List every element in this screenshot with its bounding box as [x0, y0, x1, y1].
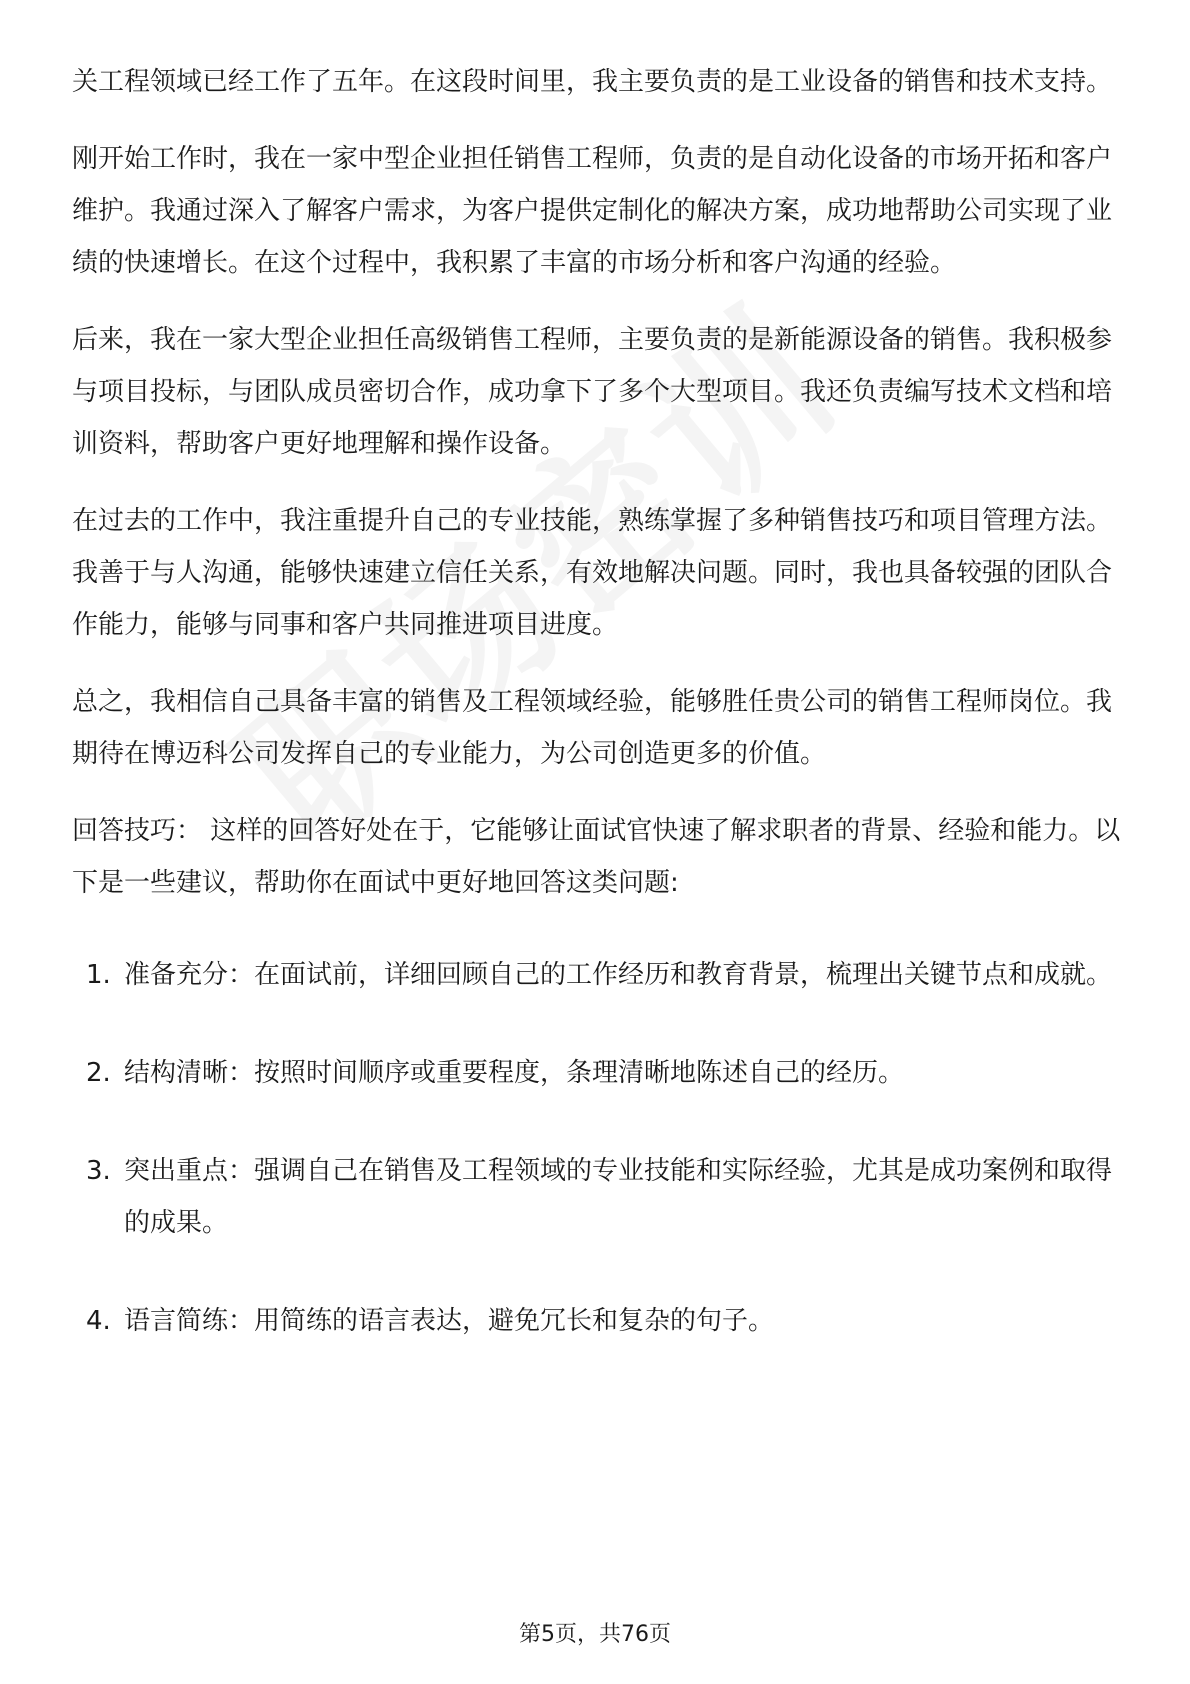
- document-body: [72, 56, 1124, 1393]
- list-item-number: 4.: [86, 1306, 111, 1336]
- list-item-text: 突出重点：强调自己在销售及工程领域的专业技能和实际经验，尤其是成功案例和取得的成果。: [124, 1156, 1113, 1238]
- list-item: [72, 949, 1124, 1001]
- paragraph-skills: 在过去的工作中，我注重提升自己的专业技能，熟练掌握了多种销售技巧和项目管理方法。我善于与人沟通，能够快速建立信任关系，有效地解决问题。同时，我也具备较强的团队合作能力，能够与同事和客户共同推进项目进度。: [72, 506, 1113, 640]
- page-footer: 第5页，共76页: [519, 1622, 671, 1647]
- paragraph-intro: 关工程领域已经工作了五年。在这段时间里，我主要负责的是工业设备的销售和技术支持。: [72, 67, 1113, 97]
- list-item: [72, 1295, 1124, 1347]
- list-item-text: 结构清晰：按照时间顺序或重要程度，条理清晰地陈述自己的经历。: [124, 1058, 905, 1088]
- list-item-number: 2.: [86, 1058, 111, 1088]
- paragraph-second-job: 后来，我在一家大型企业担任高级销售工程师，主要负责的是新能源设备的销售。我积极参与项目投标，与团队成员密切合作，成功拿下了多个大型项目。我还负责编写技术文档和培训资料，帮助客户更好地理解和操作设备。: [72, 325, 1113, 459]
- list-item-text: 语言简练：用简练的语言表达，避免冗长和复杂的句子。: [124, 1306, 775, 1336]
- paragraph-summary: 总之，我相信自己具备丰富的销售及工程领域经验，能够胜任贵公司的销售工程师岗位。我期待在博迈科公司发挥自己的专业能力，为公司创造更多的价值。: [72, 687, 1113, 769]
- list-item: [72, 1047, 1124, 1099]
- paragraph-first-job: 刚开始工作时，我在一家中型企业担任销售工程师，负责的是自动化设备的市场开拓和客户维护。我通过深入了解客户需求，为客户提供定制化的解决方案，成功地帮助公司实现了业绩的快速增长。在这个过程中，我积累了丰富的市场分析和客户沟通的经验。: [72, 144, 1113, 278]
- list-item-number: 3.: [86, 1156, 111, 1186]
- list-item-text: 准备充分：在面试前，详细回顾自己的工作经历和教育背景，梳理出关键节点和成就。: [124, 960, 1113, 990]
- paragraph-tips: 回答技巧： 这样的回答好处在于，它能够让面试官快速了解求职者的背景、经验和能力。以下是一些建议，帮助你在面试中更好地回答这类问题:: [72, 816, 1121, 898]
- tips-list: [72, 949, 1124, 1347]
- list-item: [72, 1145, 1124, 1249]
- list-item-number: 1.: [86, 960, 111, 990]
